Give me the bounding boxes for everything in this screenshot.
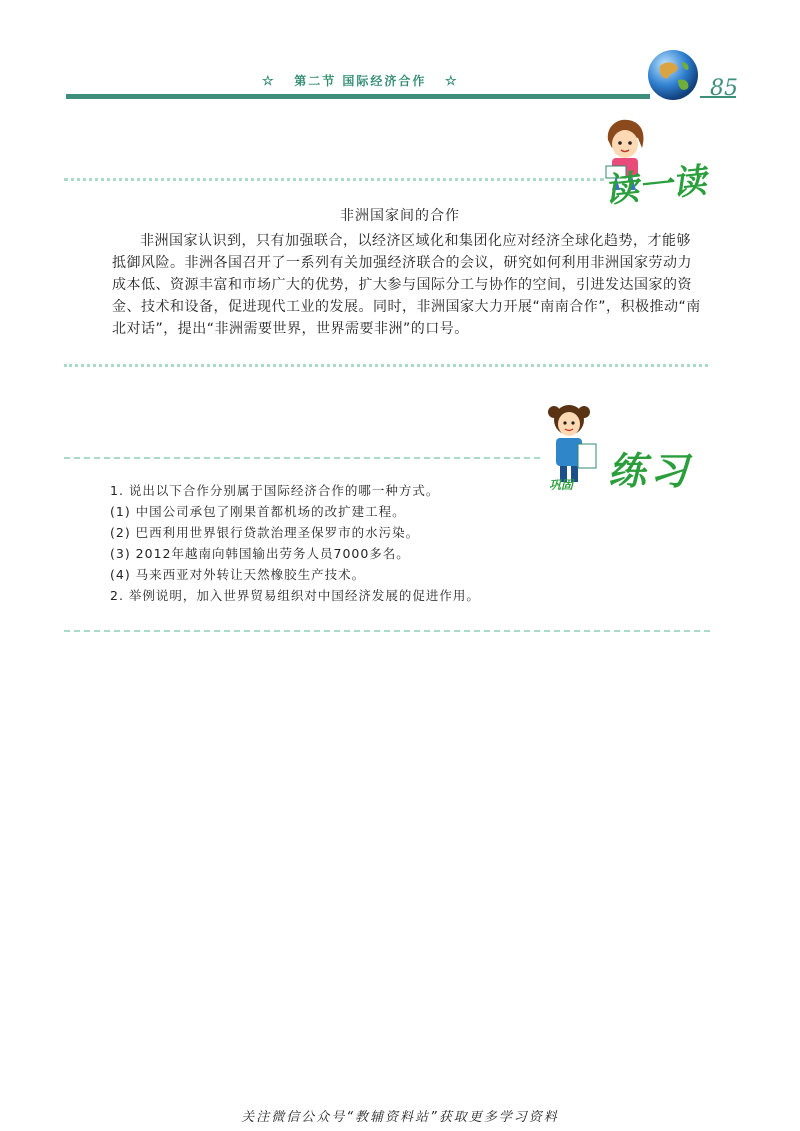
- exercise-item: (4) 马来西亚对外转让天然橡胶生产技术。: [110, 567, 366, 582]
- star-icon: ☆: [262, 74, 276, 89]
- exercise-feature-subtitle: 巩固: [549, 478, 574, 492]
- exercise-item: (3) 2012年越南向韩国输出劳务人员7000多名。: [110, 546, 410, 561]
- exercise-item: (1) 中国公司承包了刚果首都机场的改扩建工程。: [110, 504, 406, 519]
- footer-note: 关注微信公众号“教辅资料站”获取更多学习资料: [241, 1110, 559, 1125]
- star-icon: ☆: [444, 74, 459, 89]
- divider-dashed: [64, 630, 710, 632]
- student-illustration: [538, 400, 600, 486]
- running-header: [262, 72, 459, 89]
- globe-icon: [646, 48, 700, 102]
- divider-dotted: [64, 178, 604, 181]
- exercise-item: 2. 举例说明，加入世界贸易组织对中国经济发展的促进作用。: [110, 588, 480, 603]
- exercise-feature-title: 练习: [608, 448, 693, 493]
- section-title: 第二节 国际经济合作: [294, 74, 427, 88]
- header-rule: [66, 94, 650, 99]
- article-heading: 非洲国家间的合作: [340, 208, 460, 224]
- read-feature-title: 读一读: [602, 160, 709, 212]
- page-header: [0, 0, 800, 110]
- exercise-item: (2) 巴西利用世界银行贷款治理圣保罗市的水污染。: [110, 525, 420, 540]
- article-paragraph: 非洲国家认识到，只有加强联合，以经济区域化和集团化应对经济全球化趋势，才能够抵御风险。非洲各国召开了一系列有关加强经济联合的会议，研究如何利用非洲国家劳动力成本低、资源丰富和市场广大的优势，扩大参与国际分工与协作的空间，引进发达国家的资金、技术和设备，促进现代工业的发展。同时，非洲国家大力开展“南南合作”，积极推动“南北对话”，提出“非洲需要世界，世界需要非洲”的口号。: [112, 233, 701, 337]
- divider-dashed: [64, 457, 540, 459]
- page-number: 85: [710, 76, 738, 101]
- divider-dotted: [64, 364, 708, 367]
- exercise-item: 1. 说出以下合作分别属于国际经济合作的哪一种方式。: [110, 483, 440, 498]
- exercise-list: [110, 480, 630, 606]
